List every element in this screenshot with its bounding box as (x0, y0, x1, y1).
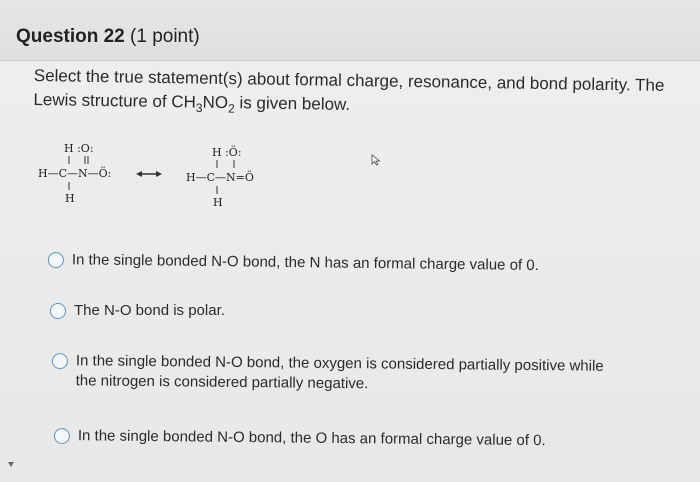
lewis-structure-image (36, 140, 276, 220)
question-title (16, 26, 200, 48)
question-header (0, 0, 700, 61)
lewis-left-middle-row: H—C—N—Ö: (38, 167, 112, 180)
radio-button-icon[interactable] (54, 428, 70, 444)
prompt-formula-prefix: Lewis structure of CH (33, 89, 197, 112)
lewis-right-bottom-row: H (213, 196, 223, 209)
resonance-arrow-icon (136, 171, 162, 177)
radio-button-icon[interactable] (52, 353, 68, 369)
question-number: Question 22 (16, 26, 125, 47)
prompt-formula-subscript-1: 3 (195, 100, 203, 116)
answer-option-4[interactable] (54, 426, 638, 452)
radio-button-icon[interactable] (50, 303, 66, 319)
answer-option-3-label[interactable]: In the single bonded N-O bond, the oxygen is considered partially positive while the nitrogen is considered partially negative. (75, 352, 604, 393)
answer-option-1[interactable] (48, 250, 632, 277)
answer-option-1-label[interactable]: In the single bonded N-O bond, the N has an formal charge value of 0. (71, 251, 539, 274)
mouse-pointer-icon (371, 154, 381, 166)
answer-option-3[interactable] (52, 351, 621, 397)
lewis-right-top-row: H :Ö: (212, 146, 242, 159)
radio-button-icon[interactable] (48, 252, 64, 268)
lewis-structure-right (186, 145, 254, 209)
lewis-right-middle-row: H—C—N=Ö (186, 171, 254, 184)
answer-option-2-label[interactable]: The N-O bond is polar. (74, 302, 225, 319)
question-points: (1 point) (130, 26, 200, 47)
prompt-line-1: Select the true statement(s) about formal charge, resonance, and bond polarity. The (33, 65, 665, 95)
lewis-left-top-row: H :O: (64, 142, 94, 155)
prompt-formula-mid: NO (202, 92, 229, 113)
answer-option-4-label[interactable]: In the single bonded N-O bond, the O has an formal charge value of 0. (77, 427, 546, 450)
scroll-down-marker-icon (8, 462, 14, 467)
prompt-formula-subscript-2: 2 (227, 101, 235, 116)
prompt-formula-suffix: is given below. (234, 93, 351, 114)
answer-option-2[interactable] (50, 301, 634, 321)
question-prompt (33, 64, 674, 127)
lewis-left-bottom-row: H (65, 192, 75, 205)
lewis-structure-left (38, 142, 111, 205)
